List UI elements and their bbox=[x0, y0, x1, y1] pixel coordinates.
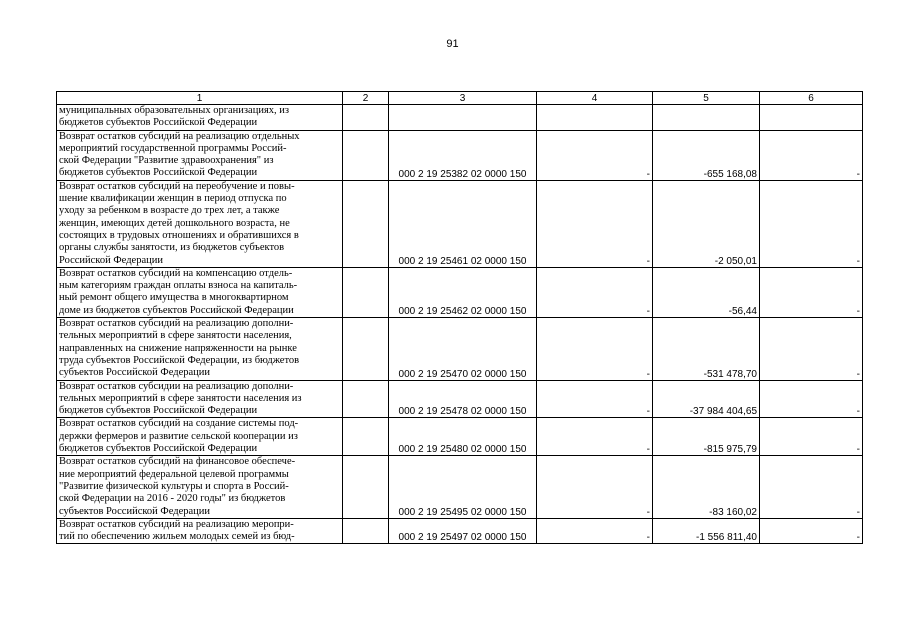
budget-code: 000 2 19 25480 02 0000 150 bbox=[389, 418, 537, 456]
row-col6: - bbox=[760, 318, 863, 380]
row-col2 bbox=[343, 318, 389, 380]
row-amount: -1 556 811,40 bbox=[653, 518, 760, 544]
description-line: "Развитие физической культуры и спорта в Россий- bbox=[59, 480, 289, 492]
row-amount: -83 160,02 bbox=[653, 456, 760, 518]
column-header: 6 bbox=[760, 92, 863, 105]
description-line: женщин, имеющих детей дошкольного возраста, не bbox=[59, 217, 290, 229]
row-description bbox=[57, 105, 343, 131]
description-line: уходу за ребенком в возрасте до трех лет, а также bbox=[59, 205, 280, 217]
row-col4 bbox=[537, 105, 653, 131]
row-description bbox=[57, 318, 343, 380]
row-description bbox=[57, 518, 343, 544]
row-description bbox=[57, 180, 343, 267]
description-line: ние мероприятий федеральной целевой программы bbox=[59, 468, 289, 480]
budget-table bbox=[56, 91, 863, 544]
row-col2 bbox=[343, 130, 389, 180]
description-line: бюджетов субъектов Российской Федерации bbox=[59, 405, 258, 417]
budget-code: 000 2 19 25382 02 0000 150 bbox=[389, 130, 537, 180]
row-col2 bbox=[343, 456, 389, 518]
row-col2 bbox=[343, 380, 389, 418]
column-header: 2 bbox=[343, 92, 389, 105]
description-line: муниципальных образовательных организациях, из bbox=[59, 105, 290, 116]
row-description bbox=[57, 380, 343, 418]
row-col4: - bbox=[537, 456, 653, 518]
row-description bbox=[57, 418, 343, 456]
description-line: Возврат остатков субсидий на финансовое обеспече- bbox=[59, 456, 296, 468]
description-line: мероприятий государственной программы Россий- bbox=[59, 142, 287, 154]
table-row bbox=[57, 105, 863, 131]
description-line: бюджетов субъектов Российской Федерации bbox=[59, 167, 258, 179]
row-col6: - bbox=[760, 130, 863, 180]
description-line: труда субъектов Российской Федерации, из бюджетов bbox=[59, 354, 300, 366]
description-line: Возврат остатков субсидий на компенсацию отдель- bbox=[59, 267, 293, 279]
description-line: субъектов Российской Федерации bbox=[59, 505, 211, 517]
column-number-row bbox=[57, 92, 863, 105]
row-amount: -531 478,70 bbox=[653, 318, 760, 380]
row-col4: - bbox=[537, 318, 653, 380]
row-col6: - bbox=[760, 380, 863, 418]
description-line: Возврат остатков субсидий на реализацию меропри- bbox=[59, 518, 294, 530]
row-col4: - bbox=[537, 180, 653, 267]
row-description bbox=[57, 130, 343, 180]
table-row bbox=[57, 518, 863, 544]
description-line: субъектов Российской Федерации bbox=[59, 367, 211, 379]
description-line: тельных мероприятий в сфере занятости населения, bbox=[59, 330, 292, 342]
description-line: направленных на снижение напряженности на рынке bbox=[59, 342, 297, 354]
description-line: Возврат остатков субсидий на создание системы под- bbox=[59, 418, 299, 430]
budget-code: 000 2 19 25497 02 0000 150 bbox=[389, 518, 537, 544]
row-col2 bbox=[343, 518, 389, 544]
description-line: Возврат остатков субсидии на реализацию дополни- bbox=[59, 380, 294, 392]
row-amount bbox=[653, 105, 760, 131]
row-col4: - bbox=[537, 380, 653, 418]
row-col6: - bbox=[760, 418, 863, 456]
budget-code: 000 2 19 25495 02 0000 150 bbox=[389, 456, 537, 518]
row-amount: -815 975,79 bbox=[653, 418, 760, 456]
row-col2 bbox=[343, 267, 389, 317]
row-amount: -2 050,01 bbox=[653, 180, 760, 267]
table-row bbox=[57, 130, 863, 180]
description-line: Возврат остатков субсидий на реализацию дополни- bbox=[59, 318, 294, 330]
description-line: ской Федерации на 2016 - 2020 годы" из бюджетов bbox=[59, 493, 286, 505]
table-row bbox=[57, 267, 863, 317]
row-col6: - bbox=[760, 180, 863, 267]
row-description bbox=[57, 267, 343, 317]
description-line: состоящих в трудовых отношениях и обратившихся в bbox=[59, 229, 299, 241]
row-col4: - bbox=[537, 518, 653, 544]
column-header: 5 bbox=[653, 92, 760, 105]
table-row bbox=[57, 318, 863, 380]
row-col6: - bbox=[760, 456, 863, 518]
row-col6: - bbox=[760, 518, 863, 544]
budget-code: 000 2 19 25470 02 0000 150 bbox=[389, 318, 537, 380]
row-col2 bbox=[343, 180, 389, 267]
row-col6 bbox=[760, 105, 863, 131]
table-row bbox=[57, 418, 863, 456]
row-col2 bbox=[343, 105, 389, 131]
row-description bbox=[57, 456, 343, 518]
row-col2 bbox=[343, 418, 389, 456]
description-line: бюджетов субъектов Российской Федерации bbox=[59, 443, 258, 455]
column-header: 4 bbox=[537, 92, 653, 105]
table-row bbox=[57, 456, 863, 518]
description-line: ской Федерации "Развитие здравоохранения" из bbox=[59, 155, 274, 167]
description-line: доме из бюджетов субъектов Российской Федерации bbox=[59, 304, 294, 316]
budget-code: 000 2 19 25461 02 0000 150 bbox=[389, 180, 537, 267]
column-header: 1 bbox=[57, 92, 343, 105]
description-line: держки фермеров и развитие сельской кооперации из bbox=[59, 430, 298, 442]
row-col6: - bbox=[760, 267, 863, 317]
description-line: тельных мероприятий в сфере занятости населения из bbox=[59, 392, 302, 404]
row-amount: -56,44 bbox=[653, 267, 760, 317]
column-header: 3 bbox=[389, 92, 537, 105]
description-line: бюджетов субъектов Российской Федерации bbox=[59, 117, 258, 129]
row-col4: - bbox=[537, 267, 653, 317]
description-line: Возврат остатков субсидий на реализацию отдельных bbox=[59, 130, 300, 142]
description-line: тий по обеспечению жильем молодых семей из бюд- bbox=[59, 531, 295, 543]
page-number: 91 bbox=[446, 38, 459, 50]
row-col4: - bbox=[537, 418, 653, 456]
row-amount: -37 984 404,65 bbox=[653, 380, 760, 418]
budget-code bbox=[389, 105, 537, 131]
row-col4: - bbox=[537, 130, 653, 180]
row-amount: -655 168,08 bbox=[653, 130, 760, 180]
budget-code: 000 2 19 25462 02 0000 150 bbox=[389, 267, 537, 317]
table-row bbox=[57, 180, 863, 267]
description-line: органы службы занятости, из бюджетов субъектов bbox=[59, 242, 285, 254]
description-line: Российской Федерации bbox=[59, 254, 163, 266]
description-line: Возврат остатков субсидий на переобучение и повы- bbox=[59, 180, 295, 192]
description-line: шение квалификации женщин в период отпуска по bbox=[59, 193, 287, 205]
description-line: ным категориям граждан оплаты взноса на капиталь- bbox=[59, 280, 298, 292]
budget-code: 000 2 19 25478 02 0000 150 bbox=[389, 380, 537, 418]
description-line: ный ремонт общего имущества в многоквартирном bbox=[59, 292, 289, 304]
table-row bbox=[57, 380, 863, 418]
